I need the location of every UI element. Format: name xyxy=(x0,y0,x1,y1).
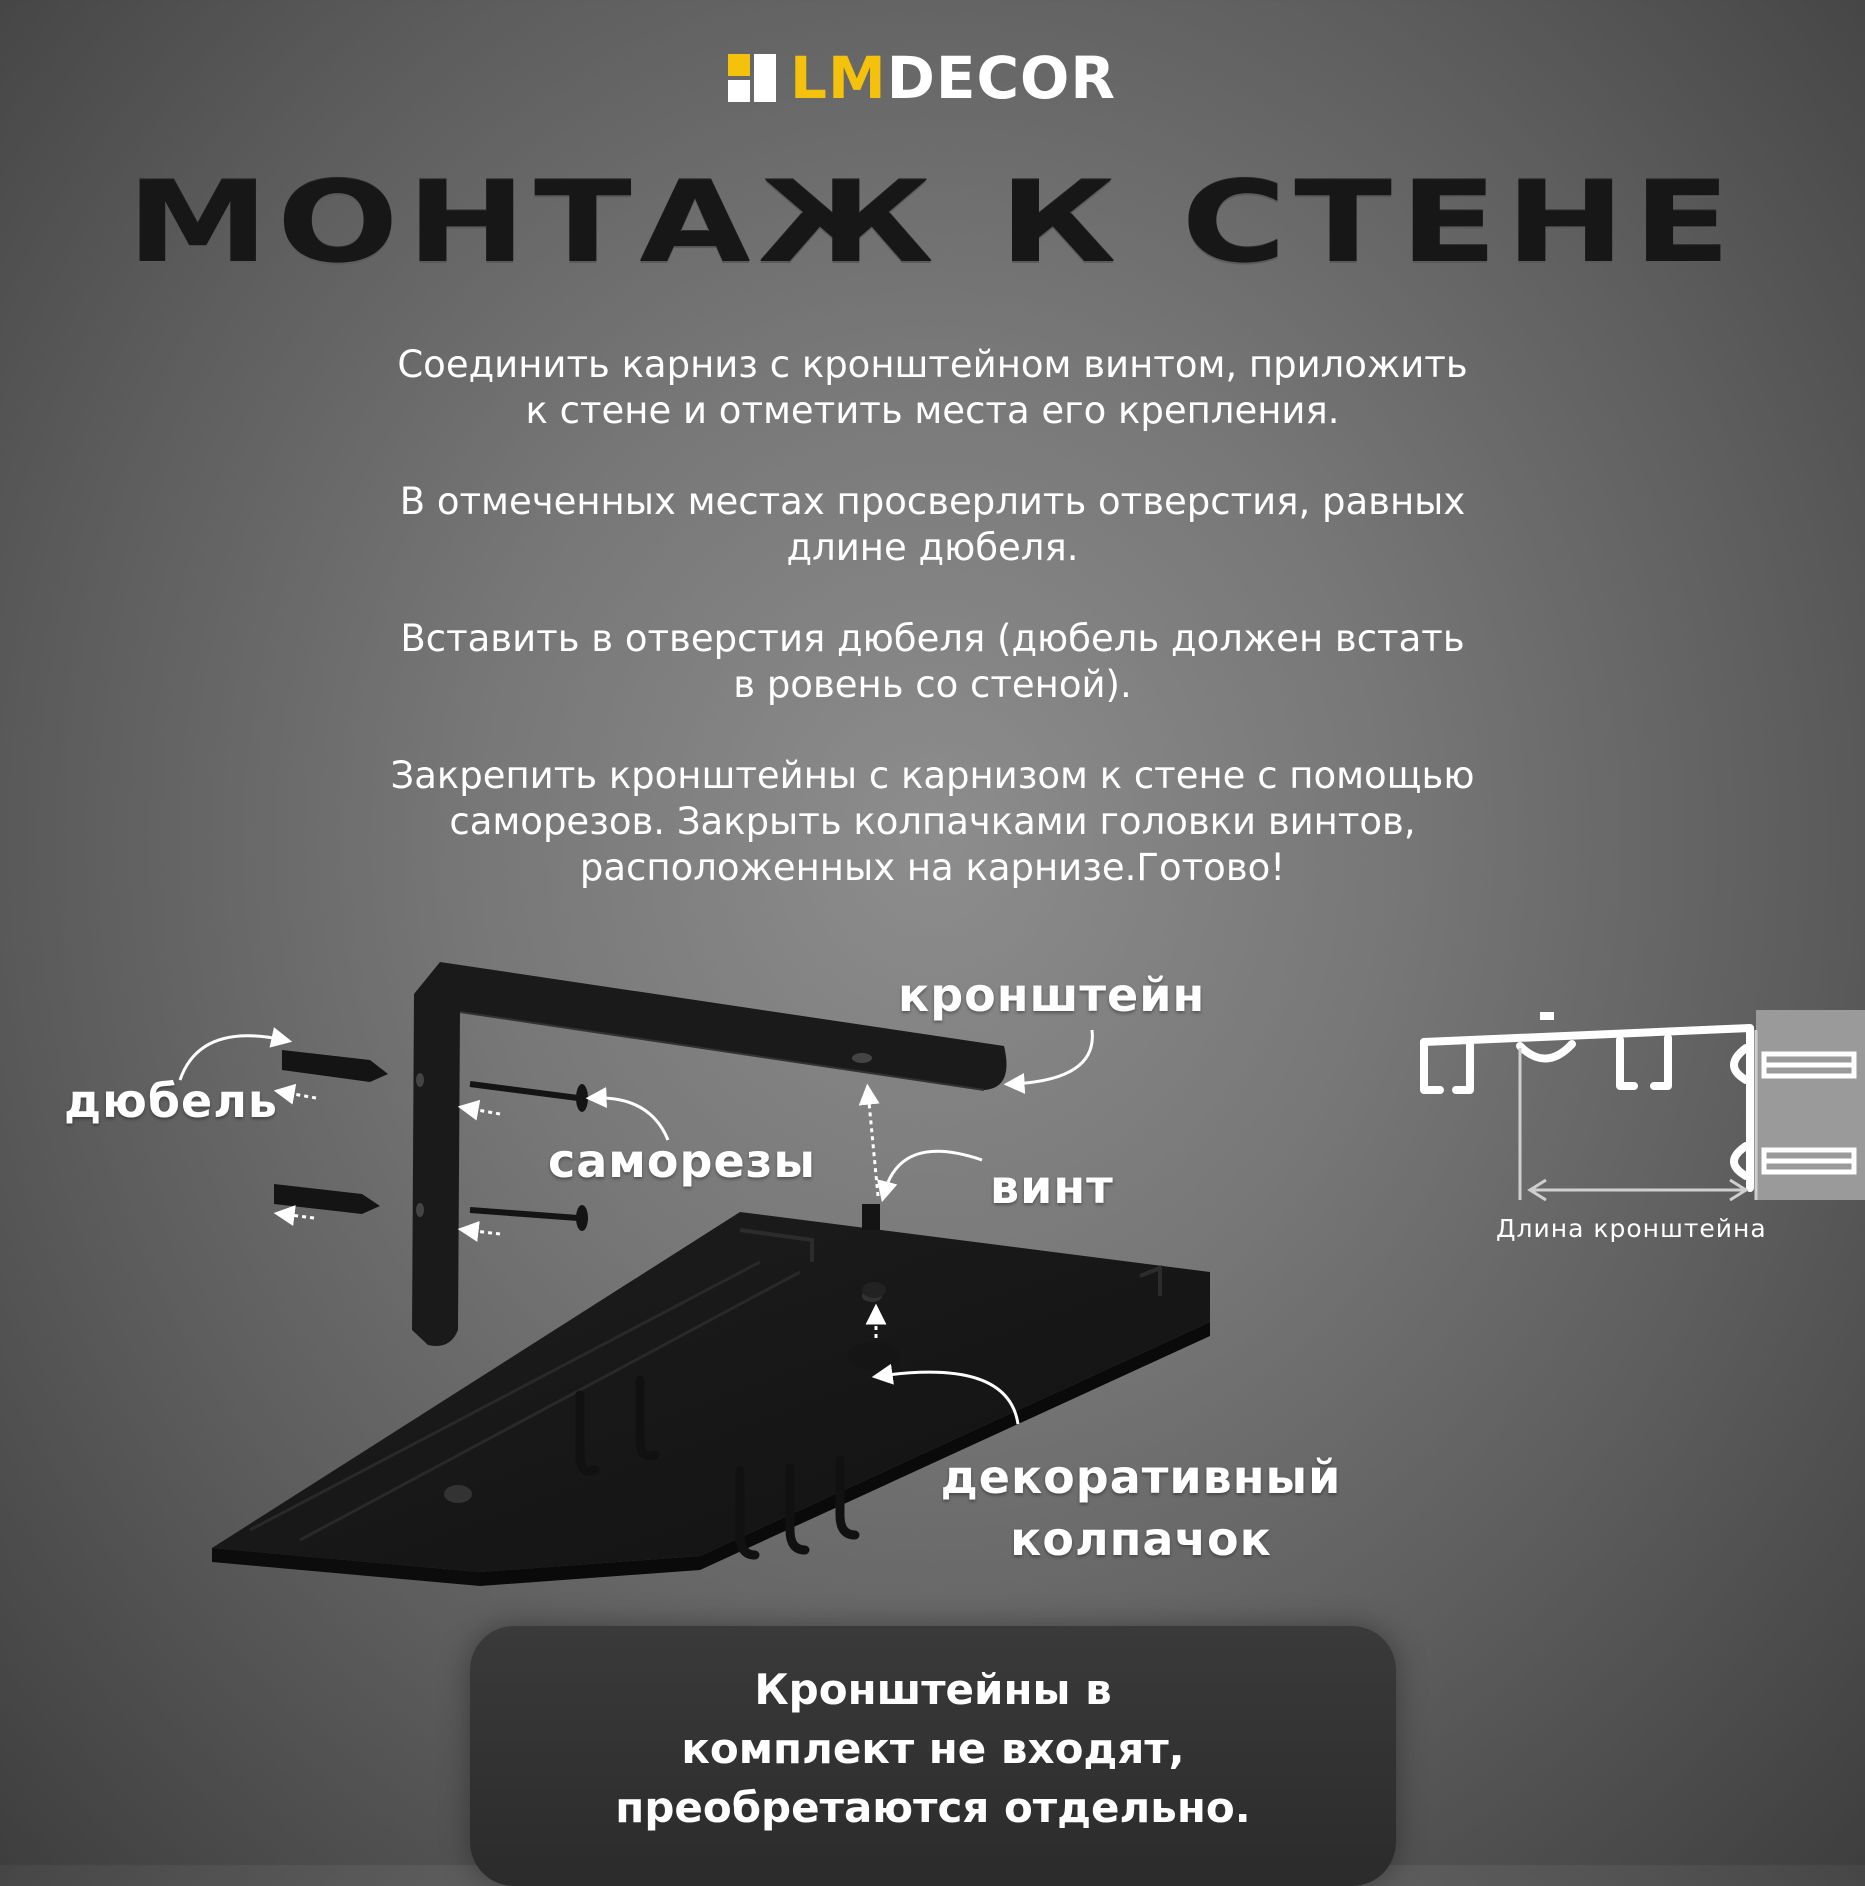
label-bracket: кронштейн xyxy=(898,968,1206,1022)
label-screws: саморезы xyxy=(548,1134,816,1188)
brand-name-decor: DECOR xyxy=(886,44,1116,112)
label-screw: винт xyxy=(990,1160,1114,1214)
dowel-icon xyxy=(274,1050,388,1214)
step-2: В отмеченных местах просверлить отверстия, равных длине дюбеля. xyxy=(399,480,1466,569)
brand-name-lm: LM xyxy=(790,44,887,112)
page-title: МОНТАЖ К СТЕНЕ xyxy=(126,158,1739,288)
step-1: Соединить карниз с кронштейном винтом, приложить к стене и отметить места его крепления. xyxy=(397,343,1468,432)
step-3: Вставить в отверстия дюбеля (дюбель должен встать в ровень со стеной). xyxy=(400,617,1465,706)
step-4: Закрепить кронштейны с карнизом к стене с помощью саморезов. Закрыть колпачками головки винтов, расположенных на карнизе.Готово! xyxy=(390,754,1475,889)
note-text: Кронштейны в комплект не входят, преобретаются отдельно. xyxy=(615,1665,1251,1832)
brand-logo xyxy=(728,44,1116,112)
label-decorative-cap: декоративный колпачок xyxy=(940,1450,1342,1566)
logo-mark-icon xyxy=(728,54,776,102)
label-dowel: дюбель xyxy=(64,1074,278,1128)
profile-diagram xyxy=(1400,1000,1865,1240)
bracket-length-label: Длина кронштейна xyxy=(1496,1214,1767,1243)
small-screw-icon xyxy=(862,1204,880,1230)
decorative-cap-icon xyxy=(848,1342,900,1370)
instructions xyxy=(300,342,1565,936)
